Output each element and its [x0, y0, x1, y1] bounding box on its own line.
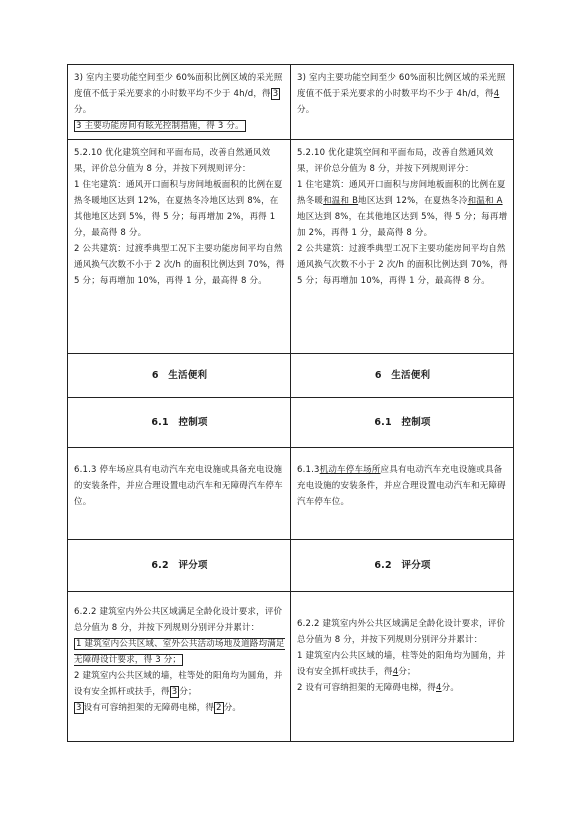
- old-clause-cell: [68, 65, 291, 140]
- clause-text: 1 建筑室内公共区域的墙，柱等处的阳角均为圆角，并设有安全抓杆或扶手，得4分；: [297, 651, 506, 677]
- revision-box: 2: [216, 703, 222, 713]
- clause-text: 2 公共建筑：过渡季典型工况下主要功能房间平均自然通风换气次数不小于 2 次/h 的面积比例达到 70%，得 5 分；每再增加 10%，再得 1 分，最高得 8 分。: [74, 244, 285, 286]
- new-clause-cell: [291, 448, 514, 540]
- revision-underline: 和温和 A: [467, 196, 503, 206]
- clause-text: 3 设有可容纳担架的无障碍电梯，得 2 分。: [76, 703, 242, 713]
- revision-box: 3: [171, 687, 178, 697]
- section-heading: 6.1 控制项: [291, 398, 514, 448]
- chapter-heading: 6 生活便利: [291, 354, 514, 398]
- clause-text: [74, 118, 285, 134]
- chapter-heading: 6 生活便利: [68, 354, 291, 398]
- table-row: [68, 140, 514, 354]
- section-heading: 6.1 控制项: [68, 398, 291, 448]
- clause-text: 6.1.3 停车场应具有电动汽车充电设施或具备充电设施的安装条件，并应合理设置电动汽车和无障碍汽车停车位。: [74, 465, 283, 507]
- table-row: [68, 398, 514, 448]
- new-clause-cell: [291, 140, 514, 354]
- clause-text: 5.2.10 优化建筑空间和平面布局，改善自然通风效果，评价总分值为 8 分，并按下列规则评分：: [297, 148, 494, 174]
- table-row: [68, 65, 514, 140]
- table-row: [68, 540, 514, 592]
- revision-box: 3: [272, 89, 279, 99]
- revision-box: 3: [76, 703, 82, 713]
- revision-box: 3 主要功能房间有眩光控制措施，得 3 分。: [76, 121, 244, 131]
- clause-text: 2 设有可容纳担架的无障碍电梯，得4分。: [297, 683, 460, 693]
- table-row: [68, 592, 514, 742]
- old-clause-cell: [68, 140, 291, 354]
- section-heading: 6.2 评分项: [291, 540, 514, 592]
- clause-text: 2 公共建筑：过渡季典型工况下主要功能房间平均自然通风换气次数不小于 2 次/h 的面积比例达到 70%，得 5 分；每再增加 10%，再得 1 分，最高得 8 分。: [297, 244, 508, 286]
- clause-text: 6.2.2 建筑室内外公共区域满足全龄化设计要求，评价总分值为 8 分，并按下列规则分别评分并累计：: [74, 607, 283, 633]
- new-clause-cell: [291, 592, 514, 742]
- old-clause-cell: [68, 592, 291, 742]
- clause-text: 6.1.3机动车停车场所应具有电动汽车充电设施或具备充电设施的安装条件，并应合理设置电动汽车和无障碍汽车停车位。: [297, 465, 506, 507]
- clause-text: 2 建筑室内公共区域的墙，柱等处的阳角均为圆角，并设有安全抓杆或扶手，得 3 分；: [74, 671, 283, 697]
- old-clause-cell: [68, 448, 291, 540]
- clause-text: 1 住宅建筑：通风开口面积与房间地板面积的比例在夏热冬暖和温和 B地区达到 12%，在夏热冬冷和温和 A地区达到 8%，在其他地区达到 5%，得 5 分；每再增加 2%，再得 1 分，最高得 8 分。: [297, 180, 508, 238]
- clause-text: 3) 室内主要功能空间至少 60%面积比例区域的采光照度值不低于采光要求的小时数平均不少于 4h/d，得 3分。: [74, 73, 283, 115]
- clause-text: 3) 室内主要功能空间至少 60%面积比例区域的采光照度值不低于采光要求的小时数平均不少于 4h/d，得4分。: [297, 73, 506, 115]
- clause-text: [74, 636, 285, 668]
- table-row: [68, 448, 514, 540]
- clause-text: 1 住宅建筑：通风开口面积与房间地板面积的比例在夏热冬暖地区达到 12%，在夏热冬冷地区达到 8%，在其他地区达到 5%，得 5 分；每再增加 2%，再得 1 分，最高得 8 分。: [74, 180, 283, 238]
- clause-text: 6.2.2 建筑室内外公共区域满足全龄化设计要求，评价总分值为 8 分，并按下列规则分别评分并累计：: [297, 619, 506, 645]
- comparison-table: [67, 64, 514, 742]
- revision-underline: 4: [493, 89, 500, 99]
- revision-underline: 机动车停车场所: [319, 465, 381, 475]
- table-row: [68, 354, 514, 398]
- new-clause-cell: [291, 65, 514, 140]
- section-heading: 6.2 评分项: [68, 540, 291, 592]
- revision-box: 1 建筑室内公共区域、室外公共活动场地及道路均满足无障碍设计要求，得 3 分；: [74, 639, 285, 665]
- clause-text: 5.2.10 优化建筑空间和平面布局，改善自然通风效果，评价总分值为 8 分，并按下列规则评分：: [74, 148, 271, 174]
- revision-underline: 和温和 B: [323, 196, 359, 206]
- revision-underline: 4: [392, 667, 399, 677]
- revision-underline: 4: [436, 683, 442, 693]
